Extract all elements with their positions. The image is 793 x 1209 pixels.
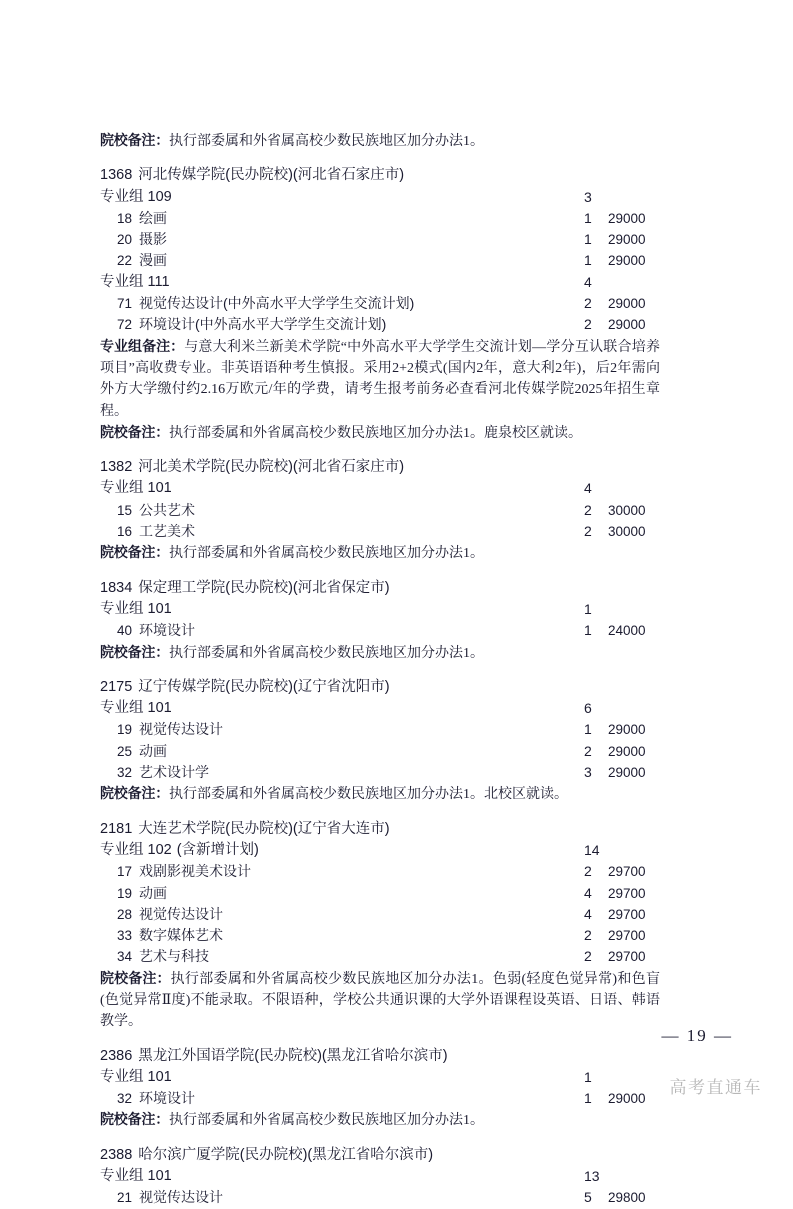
- block-gap: [100, 565, 660, 578]
- group-plan-count: 14: [584, 841, 600, 858]
- institution-list: [100, 152, 660, 1208]
- major-code: 18: [116, 210, 132, 226]
- note-label: 院校备注：: [100, 423, 169, 440]
- group-label: 专业组: [100, 188, 144, 205]
- major-code: 34: [116, 949, 132, 965]
- institution-name: 哈尔滨广厦学院(民办院校)(黑龙江省哈尔滨市): [138, 1146, 434, 1163]
- note-text: 执行部委属和外省属高校少数民族地区加分办法1。色弱(轻度色觉异常)和色盲(色觉异常Ⅱ度)不能录取。不限语种，学校公共通识课的大学外语课程设英语、日语、韩语教学。: [100, 971, 661, 1030]
- major-code: 33: [116, 928, 132, 944]
- institution-code: 2175: [100, 678, 133, 695]
- major-plan-count: 2: [584, 742, 592, 759]
- professional-group-row[interactable]: [100, 478, 660, 499]
- major-name: 动画: [139, 884, 167, 901]
- group-code: 102: [147, 841, 172, 858]
- major-row[interactable]: [100, 314, 660, 335]
- major-row[interactable]: [100, 883, 660, 904]
- major-row[interactable]: [100, 521, 660, 542]
- group-code: 101: [147, 480, 172, 497]
- institution-name: 大连艺术学院(民办院校)(辽宁省大连市): [138, 820, 390, 837]
- institution-header[interactable]: [100, 677, 660, 698]
- major-name: 视觉传达设计: [139, 1189, 223, 1206]
- major-plan-count: 2: [584, 295, 592, 312]
- major-plan-count: 2: [584, 316, 592, 333]
- major-tuition-fee: 29000: [608, 232, 646, 248]
- major-tuition-fee: 29800: [608, 1190, 646, 1206]
- institution-note: [100, 783, 660, 805]
- note-text: 执行部委属和外省属高校少数民族地区加分办法1。北校区就读。: [169, 787, 568, 803]
- major-row[interactable]: [100, 861, 660, 882]
- group-plan-count: 1: [584, 1068, 592, 1085]
- group-code: 109: [147, 188, 172, 205]
- major-plan-count: 1: [584, 622, 592, 639]
- major-code: 19: [116, 722, 132, 738]
- group-plan-count: 6: [584, 700, 592, 717]
- plan-listing: [100, 130, 660, 1209]
- major-code: 71: [116, 296, 132, 312]
- major-code: 19: [116, 885, 132, 901]
- major-tuition-fee: 29700: [608, 906, 646, 922]
- group-code: 101: [147, 600, 172, 617]
- institution-header[interactable]: [100, 819, 660, 840]
- major-plan-count: 5: [584, 1189, 592, 1206]
- major-plan-count: 4: [584, 905, 592, 922]
- institution-code: 1382: [100, 459, 133, 476]
- major-row[interactable]: [100, 925, 660, 946]
- major-tuition-fee: 24000: [608, 623, 646, 639]
- institution-name: 辽宁传媒学院(民办院校)(辽宁省沈阳市): [138, 678, 390, 695]
- major-tuition-fee: 29000: [608, 296, 646, 312]
- major-plan-count: 2: [584, 523, 592, 540]
- major-tuition-fee: 29000: [608, 210, 646, 226]
- major-row[interactable]: [100, 293, 660, 314]
- major-code: 17: [116, 864, 132, 880]
- major-name: 公共艺术: [139, 501, 195, 518]
- group-plan-count: 3: [584, 188, 592, 205]
- major-name: 摄影: [139, 231, 167, 248]
- professional-group-row[interactable]: [100, 187, 660, 208]
- note-label: 专业组备注：: [100, 337, 185, 354]
- group-label: 专业组: [100, 1168, 144, 1185]
- professional-group-row[interactable]: [100, 840, 660, 861]
- major-tuition-fee: 29700: [608, 885, 646, 901]
- note-label: 院校备注：: [100, 1111, 169, 1128]
- note-label: 院校备注：: [100, 544, 169, 561]
- group-label: 专业组: [100, 841, 144, 858]
- major-row[interactable]: [100, 719, 660, 740]
- major-plan-count: 2: [584, 948, 592, 965]
- professional-group-row[interactable]: [100, 698, 660, 719]
- note-text: 执行部委属和外省属高校少数民族地区加分办法1。: [169, 546, 484, 562]
- major-plan-count: 3: [584, 764, 592, 781]
- institution-header[interactable]: [100, 457, 660, 478]
- major-code: 15: [116, 502, 132, 518]
- major-name: 艺术设计学: [139, 764, 209, 781]
- group-code: 111: [147, 273, 170, 290]
- institution-note: [100, 1109, 660, 1131]
- major-tuition-fee: 29700: [608, 949, 646, 965]
- group-label: 专业组: [100, 273, 144, 290]
- watermark: 高考直通车: [669, 1078, 762, 1097]
- group-plan-count: 4: [584, 273, 592, 290]
- institution-note: [100, 968, 660, 1033]
- major-row[interactable]: [100, 762, 660, 783]
- major-plan-count: 4: [584, 884, 592, 901]
- professional-group-row[interactable]: [100, 1166, 660, 1187]
- major-row[interactable]: [100, 741, 660, 762]
- major-tuition-fee: 29000: [608, 1091, 646, 1107]
- major-plan-count: 2: [584, 927, 592, 944]
- institution-note: [100, 642, 660, 664]
- block-gap: [100, 806, 660, 819]
- major-name: 漫画: [139, 252, 167, 269]
- major-row[interactable]: [100, 946, 660, 967]
- block-gap: [100, 1132, 660, 1145]
- major-row[interactable]: [100, 250, 660, 271]
- group-note: [100, 336, 660, 422]
- major-name: 戏剧影视美术设计: [139, 863, 251, 880]
- major-name: 绘画: [139, 209, 167, 226]
- major-code: 21: [116, 1190, 132, 1206]
- major-tuition-fee: 30000: [608, 502, 646, 518]
- major-name: 环境设计: [139, 622, 195, 639]
- major-code: 22: [116, 253, 132, 269]
- note-text: 执行部委属和外省属高校少数民族地区加分办法1。: [169, 645, 484, 661]
- major-row[interactable]: [100, 208, 660, 229]
- note-label: 院校备注：: [100, 643, 169, 660]
- major-tuition-fee: 29700: [608, 928, 646, 944]
- note-label: 院校备注：: [100, 785, 169, 802]
- block-gap: [100, 664, 660, 677]
- major-row[interactable]: [100, 500, 660, 521]
- institution-code: 2388: [100, 1146, 133, 1163]
- major-tuition-fee: 29700: [608, 864, 646, 880]
- major-row[interactable]: [100, 620, 660, 641]
- major-plan-count: 2: [584, 501, 592, 518]
- major-name: 环境设计(中外高水平大学学生交流计划): [139, 316, 387, 333]
- major-plan-count: 1: [584, 1090, 592, 1107]
- major-code: 40: [116, 623, 132, 639]
- institution-header[interactable]: [100, 1046, 660, 1067]
- major-tuition-fee: 29000: [608, 722, 646, 738]
- major-tuition-fee: 30000: [608, 524, 646, 540]
- professional-group-row[interactable]: [100, 272, 660, 293]
- institution-name: 保定理工学院(民办院校)(河北省保定市): [138, 579, 390, 596]
- institution-code: 1834: [100, 579, 133, 596]
- group-plan-count: 4: [584, 480, 592, 497]
- institution-code: 1368: [100, 167, 133, 184]
- major-tuition-fee: 29000: [608, 317, 646, 333]
- group-label: 专业组: [100, 600, 144, 617]
- major-name: 艺术与科技: [139, 948, 209, 965]
- note-text: 执行部委属和外省属高校少数民族地区加分办法1。: [169, 134, 484, 149]
- major-plan-count: 1: [584, 209, 592, 226]
- major-code: 16: [116, 524, 132, 540]
- note-text: 执行部委属和外省属高校少数民族地区加分办法1。: [169, 1113, 484, 1129]
- major-name: 视觉传达设计(中外高水平大学学生交流计划): [139, 295, 415, 312]
- major-tuition-fee: 29000: [608, 743, 646, 759]
- institution-name: 河北传媒学院(民办院校)(河北省石家庄市): [138, 167, 405, 184]
- institution-header[interactable]: [100, 165, 660, 186]
- major-tuition-fee: 29000: [608, 765, 646, 781]
- group-code: 101: [147, 700, 172, 717]
- group-extra-label: (含新增计划): [176, 841, 259, 858]
- institution-code: 2181: [100, 820, 133, 837]
- note-label: 院校备注：: [100, 132, 169, 148]
- major-row[interactable]: [100, 904, 660, 925]
- major-name: 视觉传达设计: [139, 905, 223, 922]
- group-label: 专业组: [100, 1068, 144, 1085]
- major-code: 32: [116, 1091, 132, 1107]
- major-row[interactable]: [100, 1187, 660, 1208]
- major-plan-count: 2: [584, 863, 592, 880]
- major-code: 20: [116, 232, 132, 248]
- major-name: 环境设计: [139, 1090, 195, 1107]
- group-code: 101: [147, 1168, 172, 1185]
- block-gap: [100, 152, 660, 165]
- institution-note: [100, 422, 660, 444]
- institution-header[interactable]: [100, 1145, 660, 1166]
- major-name: 数字媒体艺术: [139, 927, 223, 944]
- major-code: 28: [116, 906, 132, 922]
- major-plan-count: 1: [584, 252, 592, 269]
- note-text: 执行部委属和外省属高校少数民族地区加分办法1。鹿泉校区就读。: [169, 425, 582, 441]
- major-name: 工艺美术: [139, 523, 195, 540]
- note-text: 与意大利米兰新美术学院“中外高水平大学学生交流计划—学分互认联合培养项目”高收费专业。非英语语种考生慎报。采用2+2模式(国内2年，意大利2年)，后2年需向外方大学缴付约2.16万欧元/年的学费，请考生报考前务必查看河北传媒学院2025年招生章程。: [100, 339, 660, 419]
- major-name: 视觉传达设计: [139, 721, 223, 738]
- institution-note: [100, 542, 660, 564]
- major-code: 72: [116, 317, 132, 333]
- group-plan-count: 13: [584, 1168, 600, 1185]
- institution-name: 河北美术学院(民办院校)(河北省石家庄市): [138, 459, 405, 476]
- professional-group-row[interactable]: [100, 599, 660, 620]
- block-gap: [100, 444, 660, 457]
- institution-header[interactable]: [100, 578, 660, 599]
- major-code: 32: [116, 765, 132, 781]
- major-plan-count: 1: [584, 721, 592, 738]
- page-number: — 19 —: [661, 1026, 733, 1045]
- group-plan-count: 1: [584, 600, 592, 617]
- major-tuition-fee: 29000: [608, 253, 646, 269]
- major-code: 25: [116, 743, 132, 759]
- major-name: 动画: [139, 742, 167, 759]
- group-label: 专业组: [100, 480, 144, 497]
- major-plan-count: 1: [584, 231, 592, 248]
- group-label: 专业组: [100, 700, 144, 717]
- group-code: 101: [147, 1068, 172, 1085]
- major-row[interactable]: [100, 229, 660, 250]
- institution-code: 2386: [100, 1047, 133, 1064]
- note-label: 院校备注：: [100, 969, 171, 986]
- institution-note: [100, 130, 660, 152]
- institution-name: 黑龙江外国语学院(民办院校)(黑龙江省哈尔滨市): [138, 1047, 448, 1064]
